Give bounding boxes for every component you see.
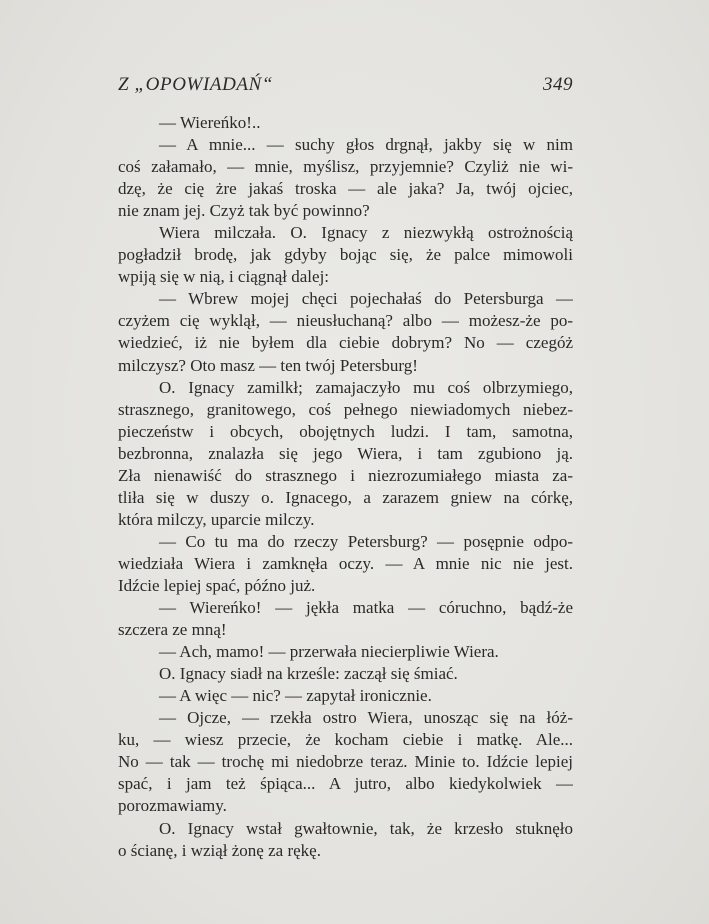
text-line: Zła nienawiść do strasznego i niezrozumiałego miasta za- — [118, 465, 573, 485]
text-line: pieczeństw i obcych, obojętnych ludzi. I tam, samotna, — [118, 421, 573, 441]
text-line: tliła się w duszy o. Ignacego, a zarazem gniew na córkę, — [118, 487, 573, 507]
running-title: Z „OPOWIADAŃ“ — [118, 74, 274, 95]
page-number: 349 — [543, 74, 573, 95]
text-line: — Co tu ma do rzeczy Petersburg? — posępnie odpo- — [159, 531, 573, 551]
text-line: porozmawiamy. — [118, 796, 227, 816]
text-body — [118, 112, 573, 862]
text-line: bezbronna, znalazła się jego Wiera, i tam zgubiono ją. — [118, 443, 573, 463]
text-line: spać, i jam też śpiąca... A jutro, albo kiedykolwiek — — [118, 774, 573, 794]
running-head — [118, 74, 573, 102]
text-line: No — tak — trochę mi niedobrze teraz. Minie to. Idźcie lepiej — [118, 752, 573, 772]
text-line: Wiera milczała. O. Ignacy z niezwykłą ostrożnością — [159, 223, 573, 243]
text-line: wiedziała Wiera i zamknęła oczy. — A mnie nic nie jest. — [118, 553, 573, 573]
text-line: — Wiereńko!.. — [159, 113, 261, 132]
text-line: O. Ignacy zamilkł; zamajaczyło mu coś olbrzymiego, — [159, 377, 573, 397]
text-line: ku, — wiesz przecie, że kocham ciebie i matkę. Ale... — [118, 730, 573, 750]
text-line: czyżem cię wyklął, — nieusłuchaną? albo — możesz-że po- — [118, 311, 573, 331]
text-line: — Ojcze, — rzekła ostro Wiera, unosząc się na łóż- — [159, 708, 573, 728]
text-line: szczera ze mną! — [118, 620, 227, 640]
text-line: która milczy, uparcie milczy. — [118, 509, 315, 529]
text-line: — Wiereńko! — jękła matka — córuchno, bądź-że — [159, 598, 573, 618]
text-line: strasznego, granitowego, coś pełnego niewiadomych niebez- — [118, 399, 573, 419]
text-line: pogładził brodę, jak gdyby bojąc się, że palce mimowoli — [118, 245, 573, 265]
text-line: o ścianę, i wziął żonę za rękę. — [118, 840, 321, 860]
text-line: — A więc — nic? — zapytał ironicznie. — [159, 686, 432, 706]
text-line: O. Ignacy wstał gwałtownie, tak, że krzesło stuknęło — [159, 818, 573, 838]
text-line: milczysz? Oto masz — ten twój Petersburg! — [118, 355, 418, 375]
text-line: — A mnie... — suchy głos drgnął, jakby się w nim — [159, 135, 573, 155]
text-line: dzę, że cię żre jakaś troska — ale jaka? Ja, twój ojciec, — [118, 179, 573, 199]
text-line: wpiją się w nią, i ciągnął dalej: — [118, 267, 330, 287]
text-line: Idźcie lepiej spać, późno już. — [118, 575, 316, 595]
text-line: O. Ignacy siadł na krześle: zaczął się śmiać. — [159, 664, 458, 684]
text-line: — Ach, mamo! — przerwała niecierpliwie Wiera. — [159, 642, 499, 662]
text-line: wiedzieć, iż nie byłem dla ciebie dobrym? No — czegóż — [118, 333, 573, 353]
text-line: — Wbrew mojej chęci pojechałaś do Petersburga — — [159, 289, 573, 309]
text-line: nie znam jej. Czyż tak być powinno? — [118, 201, 370, 221]
text-line: coś załamało, — mnie, myślisz, przyjemnie? Czyliż nie wi- — [118, 157, 573, 177]
